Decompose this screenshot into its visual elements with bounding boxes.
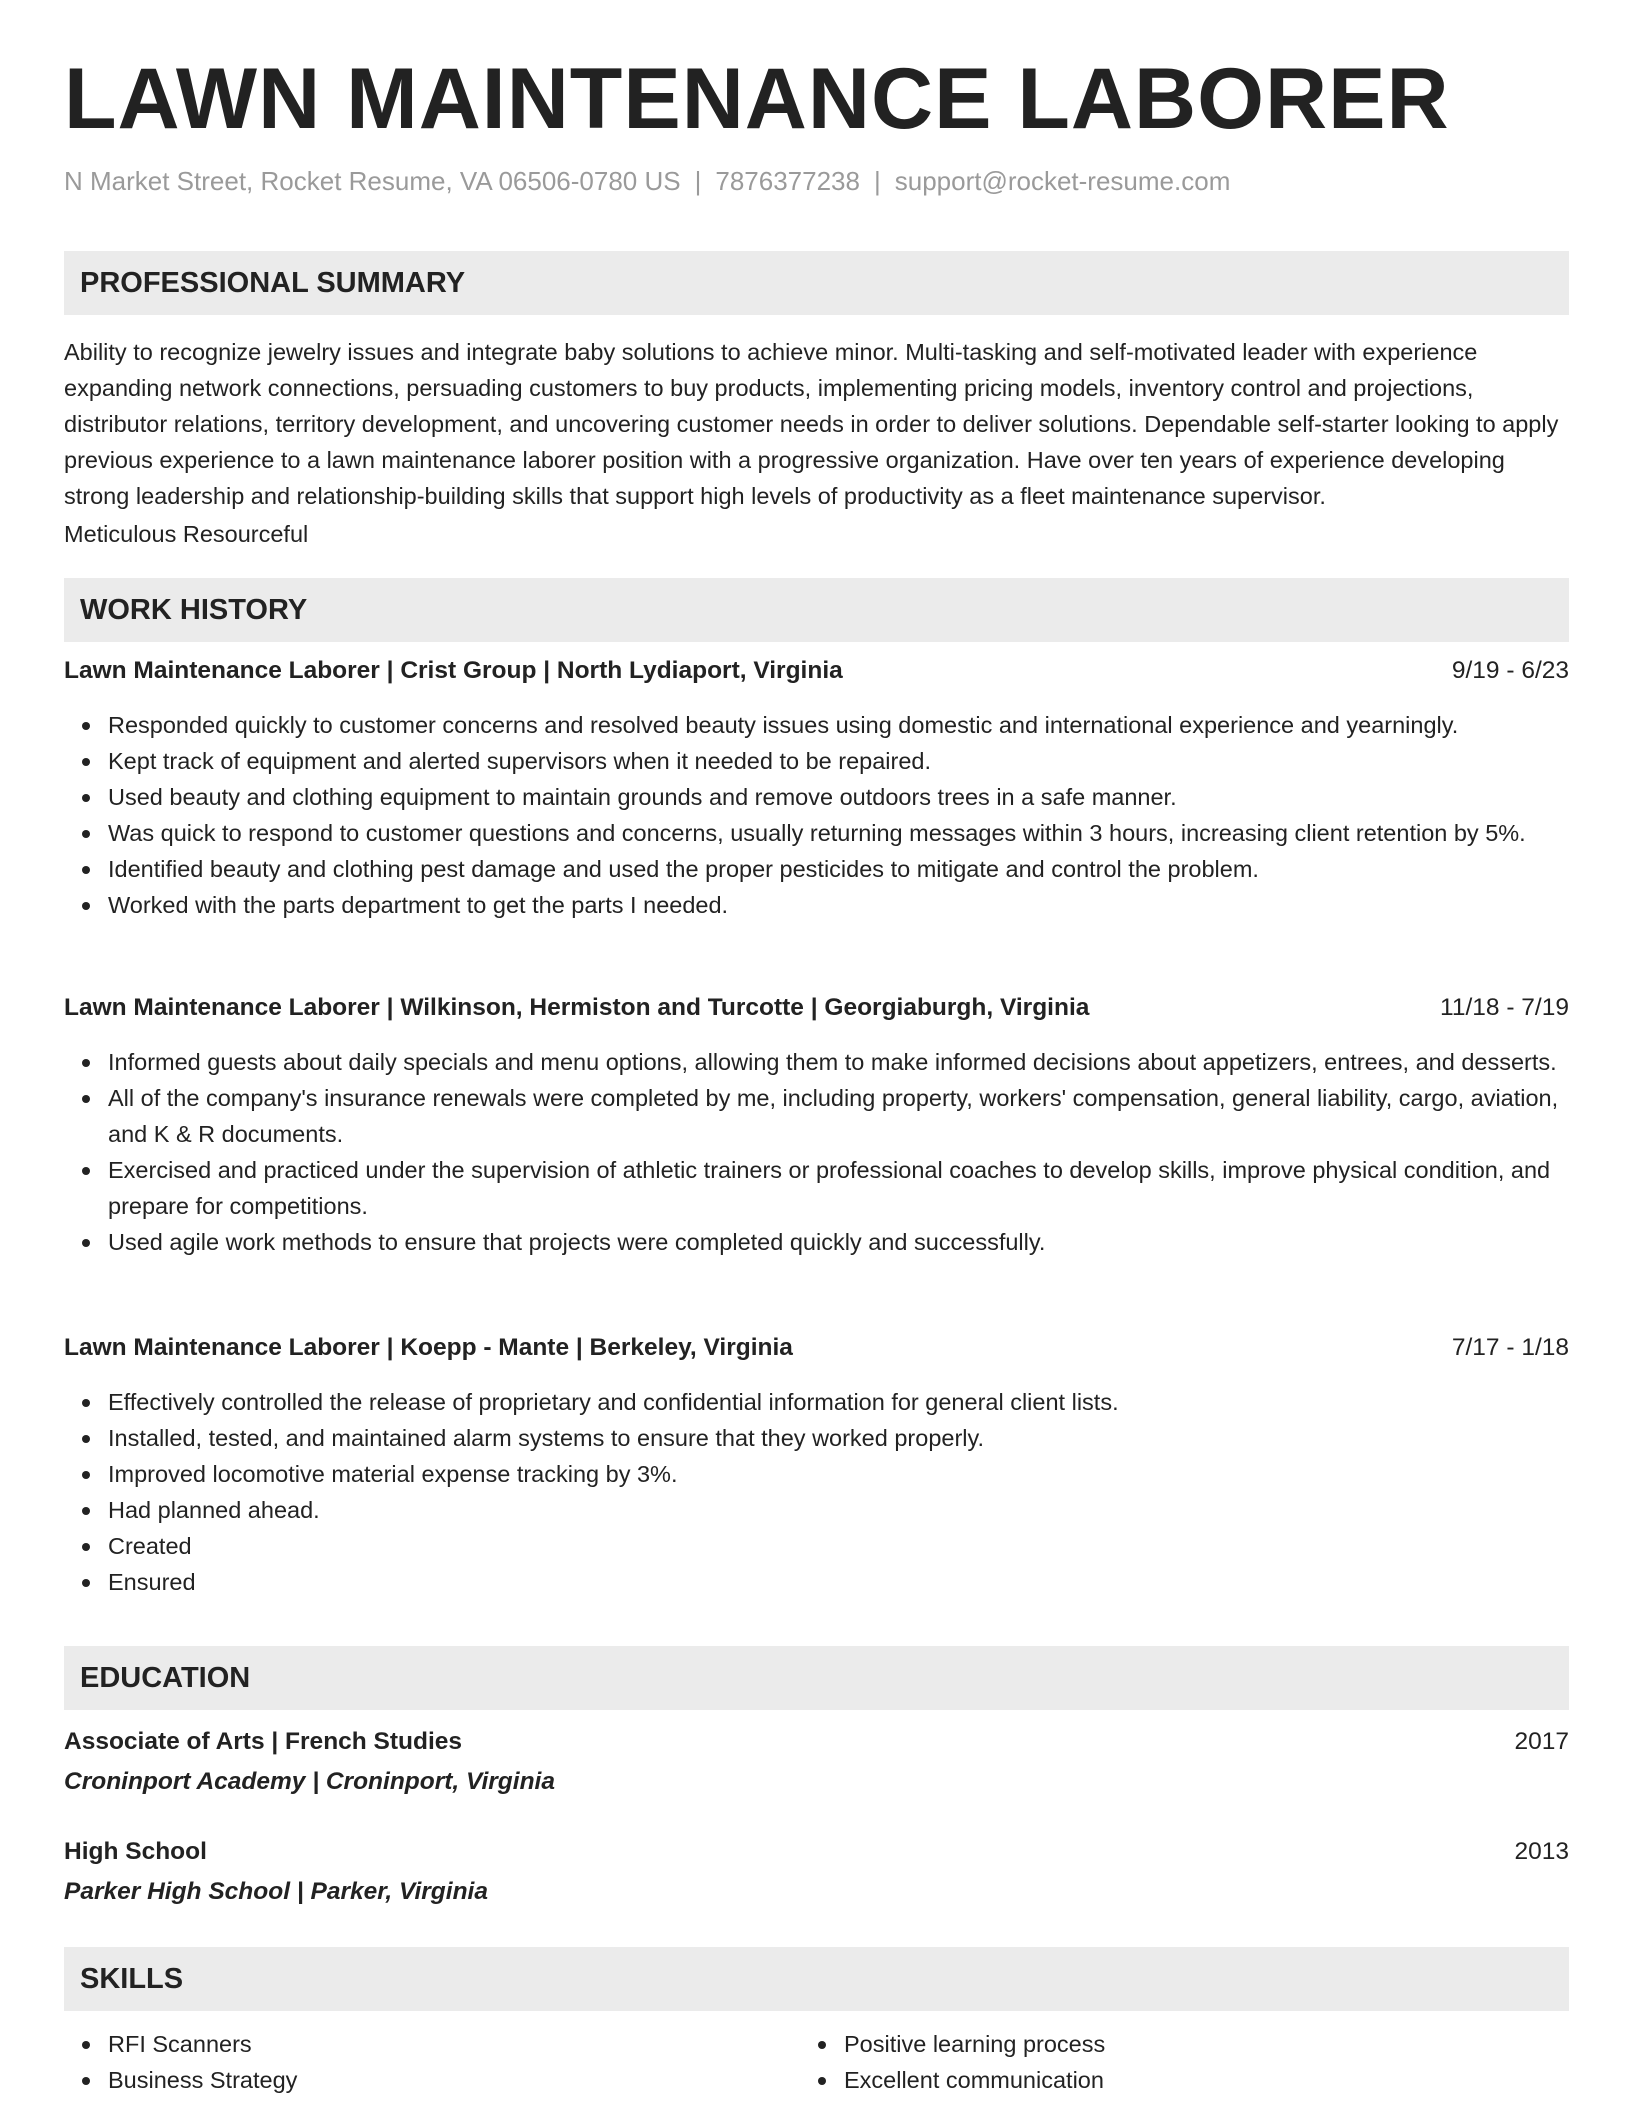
list-item: Identified beauty and clothing pest damage and used the proper pesticides to mitigate and control the problem. [108,851,1569,887]
job-bullets [64,707,1569,923]
job-title: Lawn Maintenance Laborer | Koepp - Mante | Berkeley, Virginia [64,1334,793,1361]
list-item: Excellent communication [844,2062,1460,2098]
education-entry [64,1728,1569,1796]
list-item: Business Strategy [108,2062,762,2098]
section-title: EDUCATION [80,1661,251,1694]
education-degree: Associate of Arts | French Studies [64,1728,463,1755]
section-title: WORK HISTORY [80,593,308,626]
education-header [64,1728,1569,1764]
education-year: 2017 [1514,1728,1569,1755]
list-item: Positive learning process [844,2026,1460,2062]
summary-tail: Meticulous Resourceful [64,521,309,547]
contact-separator: | [873,166,881,196]
job-entry [64,657,1569,923]
education-header [64,1838,1569,1874]
list-item: Informed guests about daily specials and menu options, allowing them to make informed decisions about appetizers, entrees, and desserts. [108,1044,1569,1080]
list-item: Exercised and practiced under the supervision of athletic trainers or professional coaches to develop skills, improve physical condition, and prepare for competitions. [108,1152,1569,1224]
summary-text: Ability to recognize jewelry issues and integrate baby solutions to achieve minor. Multi-tasking and self-motivated leader with experience expanding network connections, persuading customers to buy products, implementing pricing models, inventory control and projections, distributor relations, territory development, and uncovering customer needs in order to deliver solutions. Dependable self-starter looking to apply previous experience to a lawn maintenance laborer position with a progressive organization. Have over ten years of experience developing strong leadership and relationship-building skills that support high levels of productivity as a fleet maintenance supervisor. [64,339,1559,509]
list-item: Had planned ahead. [108,1492,1569,1528]
contact-address: N Market Street, Rocket Resume, VA 06506-0780 US [64,166,681,196]
contact-separator: | [694,166,702,196]
job-header [64,1334,1569,1370]
job-dates: 7/17 - 1/18 [1451,1334,1569,1361]
education-degree: High School [64,1838,207,1865]
list-item: Used beauty and clothing equipment to maintain grounds and remove outdoors trees in a safe manner. [108,779,1569,815]
list-item: Worked with the parts department to get the parts I needed. [108,887,1569,923]
list-item: Effectively controlled the release of proprietary and confidential information for general client lists. [108,1384,1569,1420]
list-item: Installed, tested, and maintained alarm systems to ensure that they worked properly. [108,1420,1569,1456]
skills-list [64,2026,1569,2098]
job-header [64,994,1569,1030]
contact-phone: 7876377238 [715,166,860,196]
section-header-work [64,578,1569,642]
skills-column [64,2026,762,2098]
job-bullets [64,1044,1569,1260]
education-school: Croninport Academy | Croninport, Virginia [64,1768,555,1795]
candidate-name: LAWN MAINTENANCE LABORER [64,51,1450,147]
education-year: 2013 [1514,1838,1569,1865]
list-item: Kept track of equipment and alerted supervisors when it needed to be repaired. [108,743,1569,779]
list-item: RFI Scanners [108,2026,762,2062]
section-title: SKILLS [80,1962,184,1995]
job-title: Lawn Maintenance Laborer | Crist Group | North Lydiaport, Virginia [64,657,843,684]
education-school: Parker High School | Parker, Virginia [64,1878,488,1905]
job-entry [64,994,1569,1260]
section-header-summary [64,251,1569,315]
contact-email: support@rocket-resume.com [894,166,1231,196]
summary-block [64,334,1569,552]
list-item: Was quick to respond to customer questions and concerns, usually returning messages within 3 hours, increasing client retention by 5%. [108,815,1569,851]
list-item: Used agile work methods to ensure that projects were completed quickly and successfully. [108,1224,1569,1260]
contact-line [64,166,1230,197]
job-dates: 9/19 - 6/23 [1451,657,1569,684]
list-item: Responded quickly to customer concerns and resolved beauty issues using domestic and international experience and yearningly. [108,707,1569,743]
job-header [64,657,1569,693]
skills-column [762,2026,1460,2098]
list-item: All of the company's insurance renewals were completed by me, including property, workers' compensation, general liability, cargo, aviation, and K & R documents. [108,1080,1569,1152]
education-entry [64,1838,1569,1906]
section-title: PROFESSIONAL SUMMARY [80,266,466,299]
section-header-education [64,1646,1569,1710]
list-item: Improved locomotive material expense tracking by 3%. [108,1456,1569,1492]
job-bullets [64,1384,1569,1600]
section-header-skills [64,1947,1569,2011]
job-entry [64,1334,1569,1600]
job-title: Lawn Maintenance Laborer | Wilkinson, Hermiston and Turcotte | Georgiaburgh, Virginia [64,994,1090,1021]
list-item: Created [108,1528,1569,1564]
job-dates: 11/18 - 7/19 [1440,994,1569,1021]
list-item: Ensured [108,1564,1569,1600]
